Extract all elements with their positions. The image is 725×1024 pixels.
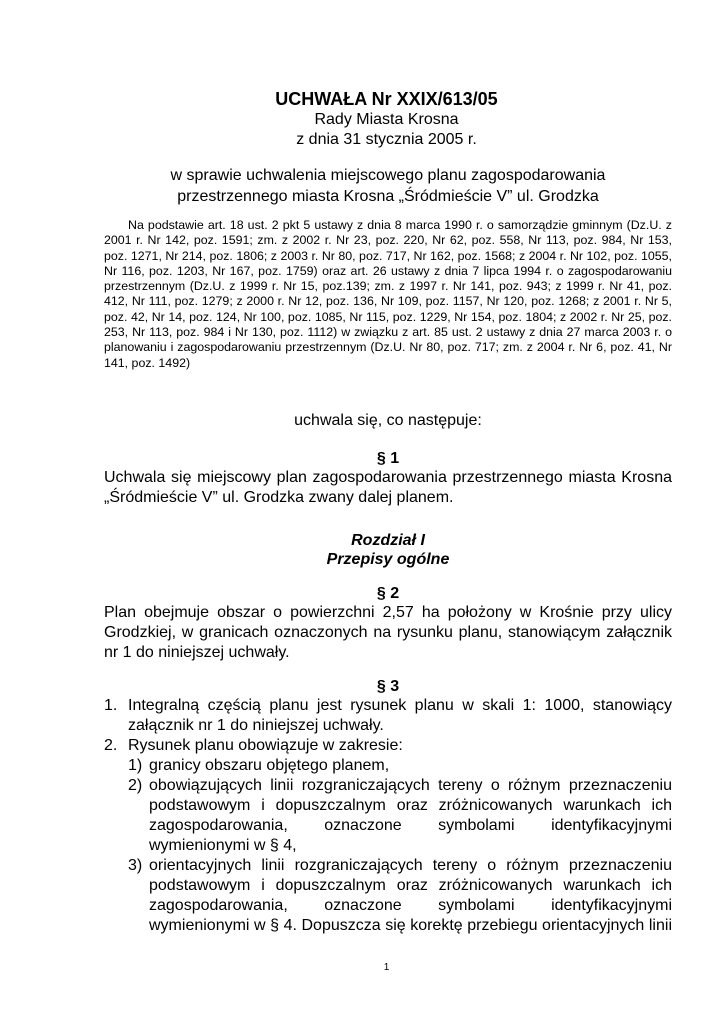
section-2-heading: § 2	[376, 585, 400, 602]
page-number: 1	[383, 962, 390, 973]
sub-list-item-text: obowiązujących linii rozgraniczających tereny o różnym przeznaczeniu podstawowym i dopuszczalnym oraz zróżnicowanych warunkach ich zagospodarowania, oznaczone symbolami identyfikacyjnymi wymienionymi w § 4,	[149, 777, 672, 854]
sub-list-item-number: 2)	[128, 777, 143, 794]
sub-list-item	[128, 776, 672, 856]
resolution-subject	[104, 165, 672, 207]
legal-basis	[104, 218, 672, 371]
list-item-text: Rysunek planu obowiązuje w zakresie:	[128, 737, 403, 754]
section-1-text: Uchwala się miejscowy plan zagospodarowania przestrzennego miasta Krosna „Śródmieście V” ul. Grodzka zwany dalej planem.	[104, 469, 672, 506]
section-3-list	[104, 696, 672, 936]
chapter-subtitle: Przepisy ogólne	[326, 551, 450, 568]
sub-list-item	[128, 856, 672, 936]
resolution-date: z dnia 31 stycznia 2005 r.	[296, 131, 477, 148]
list-item-number: 1.	[104, 697, 118, 714]
section-3-heading: § 3	[376, 678, 400, 695]
list-item-number: 2.	[104, 737, 118, 754]
section-2-text: Plan obejmuje obszar o powierzchni 2,57 ha położony w Krośnie przy ulicy Grodzkiej, w granicach oznaczonych na rysunku planu, stanowiącym załącznik nr 1 do niniejszej uchwały.	[104, 604, 672, 661]
legal-basis-text: Na podstawie art. 18 ust. 2 pkt 5 ustawy z dnia 8 marca 1990 r. o samorządzie gminnym (Dz.U. z 2001 r. Nr 142, poz. 1591; zm. z 2002 r. Nr 23, poz. 220, Nr 62, poz. 558, Nr 113, poz. 984, Nr 153, poz. 1271, Nr 214, poz. 1806; z 2003 r. Nr 80, poz. 717, Nr 162, poz. 1568; z 2004 r. Nr 102, poz. 1055, Nr 116, poz. 1203, Nr 167, poz. 1759) oraz art. 26 ustawy z dnia 7 lipca 1994 r. o zagospodarowaniu przestrzennym (Dz.U. z 1999 r. Nr 15, poz.139; zm. z 1997 r. Nr 141, poz. 943; z 1999 r. Nr 41, poz. 412, Nr 111, poz. 1279; z 2000 r. Nr 12, poz. 136, Nr 109, poz. 1157, Nr 120, poz. 1268; z 2001 r. Nr 5, poz. 42, Nr 14, poz. 124, Nr 100, poz. 1085, Nr 115, poz. 1229, Nr 154, poz. 1804; z 2002 r. Nr 25, poz. 253, Nr 113, poz. 984 i Nr 130, poz. 1112) w związku z art. 85 ust. 2 ustawy z dnia 27 marca 2003 r. o planowaniu i zagospodarowaniu przestrzennym (Dz.U. Nr 80, poz. 717; zm. z 2004 r. Nr 6, poz. 41, Nr 141, poz. 1492)	[104, 218, 672, 370]
list-item	[104, 696, 672, 736]
sub-list-item-number: 1)	[128, 757, 143, 774]
subject-line-2: przestrzennego miasta Krosna „Śródmieście V” ul. Grodzka	[177, 188, 599, 205]
sub-list-item-text: orientacyjnych linii rozgraniczających tereny o różnym przeznaczeniu podstawowym i dopuszczalnym oraz zróżnicowanych warunkach ich zagospodarowania, oznaczone symbolami identyfikacyjnymi wymienionymi w § 4. Dopuszcza się korektę przebiegu orientacyjnych linii	[149, 857, 672, 934]
list-item	[104, 736, 672, 756]
council-name: Rady Miasta Krosna	[314, 111, 459, 128]
resolves-clause: uchwala się, co następuje:	[294, 412, 482, 429]
sub-list-item-text: granicy obszaru objętego planem,	[149, 757, 390, 774]
chapter-title: Rozdział I	[351, 532, 425, 549]
list-item-text: Integralną częścią planu jest rysunek planu w skali 1: 1000, stanowiący załącznik nr 1 do niniejszej uchwały.	[128, 697, 672, 734]
sub-list-item	[128, 756, 672, 776]
section-1-heading: § 1	[376, 450, 400, 467]
sub-list-item-number: 3)	[128, 857, 143, 874]
subject-line-1: w sprawie uchwalenia miejscowego planu zagospodarowania	[170, 167, 606, 184]
resolution-title: UCHWAŁA Nr XXIX/613/05	[275, 89, 498, 109]
